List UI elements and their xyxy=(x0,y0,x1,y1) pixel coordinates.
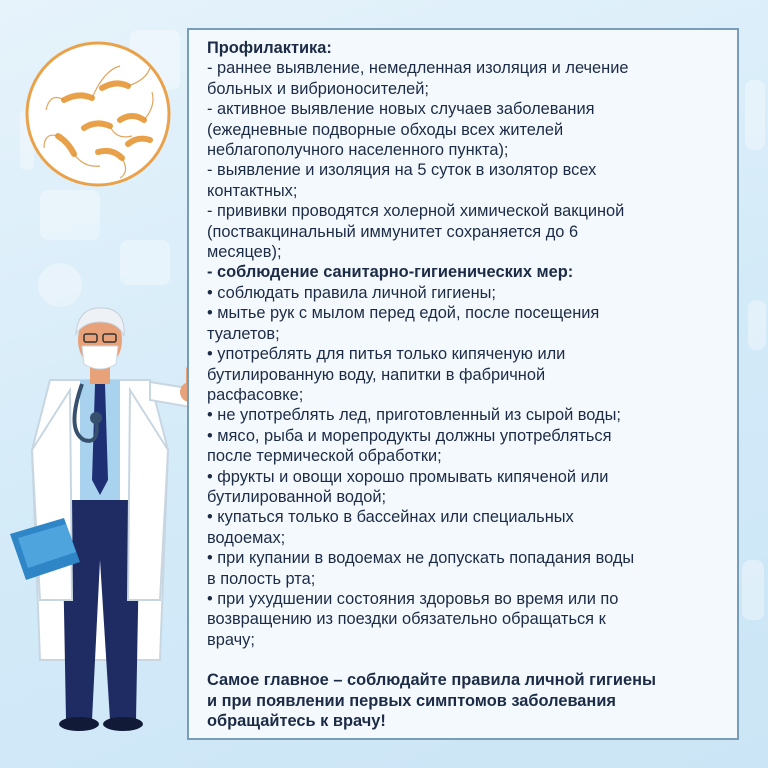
bullet-line: • купаться только в бассейнах или специальных xyxy=(207,508,574,527)
text-line: месяцев); xyxy=(207,243,282,262)
bullet-line: • при ухудшении состояния здоровья во время или по xyxy=(207,589,619,608)
subheading: - соблюдение санитарно-гигиенических мер: xyxy=(207,263,574,282)
text-line: (поствакцинальный иммунитет сохраняется до 6 xyxy=(207,222,579,241)
bullet-line: • не употреблять лед, приготовленный из сырой воды; xyxy=(207,406,621,425)
bullet-line: возвращению из поездки обязательно обращаться к xyxy=(207,610,606,629)
bullet-line: бутилированной водой; xyxy=(207,487,387,506)
bullet-line: • при купании в водоемах не допускать попадания воды xyxy=(207,549,635,568)
conclusion-line: обращайтесь к врачу! xyxy=(207,712,386,730)
bullet-line: • мытье рук с мылом перед едой, после посещения xyxy=(207,304,600,323)
text-line: - выявление и изоляция на 5 суток в изолятор всех xyxy=(207,161,597,180)
text-line: неблагополучного населенного пункта); xyxy=(207,141,509,160)
bullet-line: водоемах; xyxy=(207,528,286,547)
bullet-line: • соблюдать правила личной гигиены; xyxy=(207,283,496,302)
bullet-line: туалетов; xyxy=(207,324,280,343)
bacteria-illustration xyxy=(24,40,172,188)
text-line: больных и вибрионосителей; xyxy=(207,79,429,98)
text-line: - раннее выявление, немедленная изоляция и лечение xyxy=(207,59,629,78)
bullet-line: • фрукты и овощи хорошо промывать кипяченой или xyxy=(207,467,609,486)
bullet-line: • мясо, рыба и морепродукты должны употребляться xyxy=(207,426,612,445)
bullet-line: • употреблять для питья только кипяченую или xyxy=(207,345,566,364)
spacer xyxy=(207,650,732,670)
conclusion-line: Самое главное – соблюдайте правила личной гигиены xyxy=(207,671,656,690)
text-line: - прививки проводятся холерной химической вакциной xyxy=(207,202,625,221)
section-heading: Профилактика: xyxy=(207,39,332,57)
bullet-line: в полость рта; xyxy=(207,569,316,588)
text-line: - активное выявление новых случаев заболевания xyxy=(207,100,595,119)
bullet-line: после термической обработки; xyxy=(207,447,442,466)
bullet-line: расфасовке; xyxy=(207,385,304,404)
conclusion-line: и при появлении первых симптомов заболевания xyxy=(207,691,616,710)
doctor-illustration xyxy=(0,300,210,740)
text-line: (ежедневные подворные обходы всех жителей xyxy=(207,120,564,139)
text-line: контактных; xyxy=(207,181,298,200)
bullet-line: бутилированную воду, напитки в фабричной xyxy=(207,365,546,384)
bullet-line: врачу; xyxy=(207,630,255,649)
text-content xyxy=(207,38,732,731)
